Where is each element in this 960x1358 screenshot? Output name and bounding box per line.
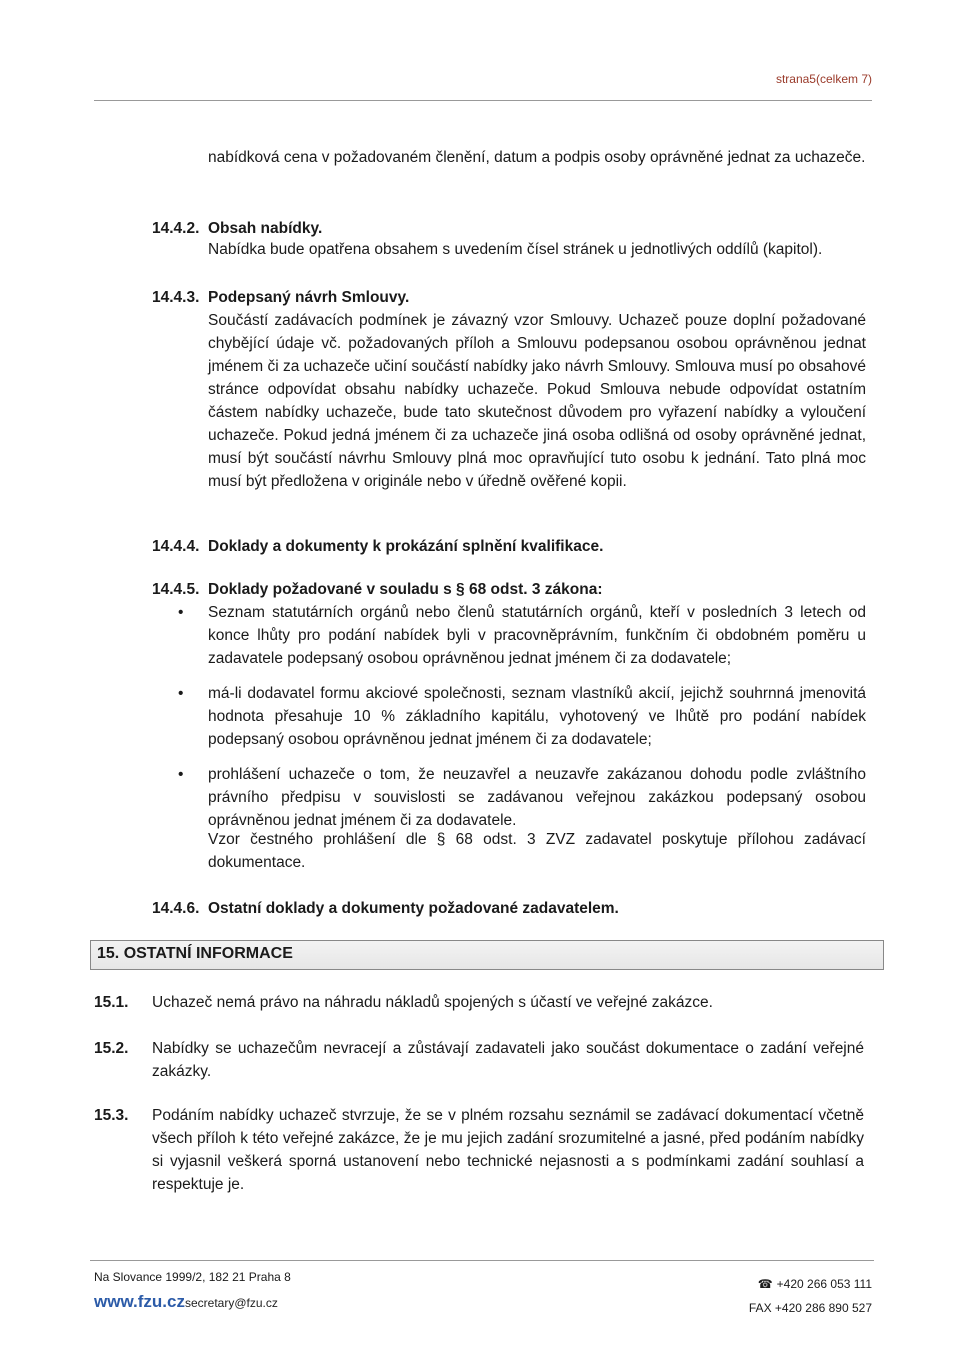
item-text-15-2: Nabídky se uchazečům nevracejí a zůstávají zadavateli jako součást dokumentace o zadání veřejné zakázky. xyxy=(152,1040,864,1080)
paragraph-podepsany-navrh: Součástí zadávacích podmínek je závazný vzor Smlouvy. Uchazeč pouze doplní požadované chybějící údaje vč. požadovaných příloh a Smlouvu podepsanou osobou oprávněnou jednat jménem či za uchazeče učiní součástí nabídky jako návrh Smlouvy. Smlouva musí po obsahové stránce odpovídat obsahu nabídky uchazeče. Pokud Smlouva nebude odpovídat ostatním částem nabídky uchazeče, bude tato skutečnost důvodem pro vyřazení nabídky a vyloučení uchazeče. Pokud jedná jménem či za uchazeče jiná osoba odlišná od osoby oprávněné jednat, musí být součástí návrhu Smlouvy plná moc opravňující tuto osobu k jednání. Tato plná moc musí být předložena v originále nebo v úředně ověřené kopii. xyxy=(208,312,866,490)
section-number-14-4-4: 14.4.4. xyxy=(152,538,200,555)
footer-address: Na Slovance 1999/2, 182 21 Praha 8 xyxy=(94,1270,291,1284)
footer-left xyxy=(94,1270,291,1312)
item-text-15-3: Podáním nabídky uchazeč stvrzuje, že se v plném rozsahu seznámil se zadávací dokumentací včetně všech příloh k této veřejné zakázce, že je mu jejich zadání srozumitelné a jasné, před podáním nabídky si vyjasnil veškerá sporná ustanovení nebo technické nejasnosti a s podmínkami zadání souhlasí a respektuje je. xyxy=(152,1107,864,1193)
header-rule xyxy=(94,100,872,101)
heading-doklady-68: Doklady požadované v souladu s § 68 odst. 3 zákona: xyxy=(208,581,603,598)
list-item: • má-li dodavatel formu akciové společnosti, seznam vlastníků akcií, jejichž souhrnná jmenovitá hodnota přesahuje 10 % základního kapitálu, vyhotovený ve lhůtě pro podání nabídek podepsaný osobou oprávněnou jednat jménem či za dodavatele; xyxy=(208,682,866,751)
section-number-14-4-5: 14.4.5. xyxy=(152,581,200,598)
bullet-icon: • xyxy=(178,766,184,783)
intro-paragraph: nabídková cena v požadovaném členění, datum a podpis osoby oprávněné jednat za uchazeče. xyxy=(208,149,866,166)
item-text-15-1: Uchazeč nemá právo na náhradu nákladů spojených s účastí ve veřejné zakázce. xyxy=(152,994,713,1011)
item-number-15-2: 15.2. xyxy=(94,1040,129,1057)
footer-fax: FAX +420 286 890 527 xyxy=(748,1301,872,1315)
footer-email-link[interactable]: secretary@fzu.cz xyxy=(185,1296,278,1310)
item-number-15-3: 15.3. xyxy=(94,1107,129,1124)
list-item: • prohlášení uchazeče o tom, že neuzavřel a neuzavře zakázanou dohodu podle zvláštního právního předpisu v souvislosti se zadávanou veřejnou zakázkou podepsaný osobou oprávněnou jednat jménem či za dodavatele. xyxy=(208,763,866,832)
section-title: 15. OSTATNÍ INFORMACE xyxy=(97,945,293,962)
paragraph-obsah-nabidky: Nabídka bude opatřena obsahem s uvedením čísel stránek u jednotlivých oddílů (kapitol). xyxy=(208,241,823,258)
page-number: strana5(celkem 7) xyxy=(775,72,872,86)
list-item: • Seznam statutárních orgánů nebo členů statutárních orgánů, kteří v posledních 3 letech od konce lhůty pro podání nabídek byli v pracovněprávním, funkčním či obdobném poměru u zadavatele podepsaný osobou oprávněnou jednat jménem či za dodavatele; xyxy=(208,601,866,670)
footer-right xyxy=(749,1272,872,1320)
section-number-14-4-3: 14.4.3. xyxy=(152,289,200,306)
note-cestne-prohlaseni: Vzor čestného prohlášení dle § 68 odst. 3 ZVZ zadavatel poskytuje přílohou zadávací dokumentace. xyxy=(208,831,866,871)
section-header-box xyxy=(90,940,884,970)
bullet-list xyxy=(178,601,866,844)
heading-doklady-kvalifikace: Doklady a dokumenty k prokázání splnění kvalifikace. xyxy=(208,538,604,555)
section-number-14-4-2: 14.4.2. xyxy=(152,220,200,237)
phone-icon: ☎ xyxy=(757,1277,773,1291)
footer-website-link[interactable]: www.fzu.cz xyxy=(94,1292,185,1311)
footer-phone: +420 266 053 111 xyxy=(776,1277,872,1291)
bullet-icon: • xyxy=(178,685,184,702)
footer-rule xyxy=(90,1260,874,1261)
heading-ostatni-doklady: Ostatní doklady a dokumenty požadované zadavatelem. xyxy=(208,900,619,917)
heading-obsah-nabidky: Obsah nabídky. xyxy=(208,220,323,237)
heading-podepsany-navrh: Podepsaný návrh Smlouvy. xyxy=(208,289,410,306)
item-number-15-1: 15.1. xyxy=(94,994,129,1011)
bullet-icon: • xyxy=(178,604,184,621)
section-number-14-4-6: 14.4.6. xyxy=(152,900,200,917)
